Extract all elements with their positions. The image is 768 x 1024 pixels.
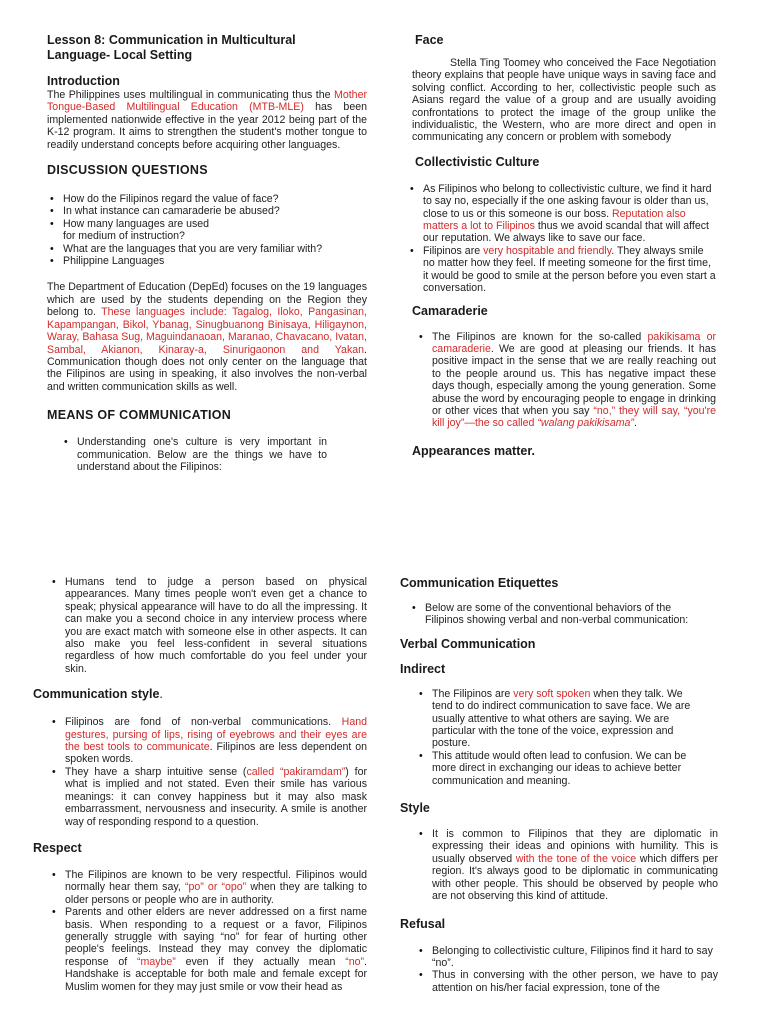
comm-style-heading-dot: . [159, 687, 163, 702]
pakiramdam-highlight: called “pakiramdam” [246, 765, 346, 778]
respect-item-2 [65, 906, 367, 993]
refusal-item-1: • Belonging to collectivistic culture, Filipinos find it hard to say “no”. [432, 945, 718, 970]
respect-text-1: The Filipinos are known to be very respectful. Filipinos would normally hear them say, [65, 868, 367, 894]
style-list [400, 828, 718, 902]
collectivistic-item-2 [423, 245, 716, 295]
collectivistic-text-2: thus we avoid scandal that will affect our reputation. We always like to save our face. [423, 220, 709, 245]
appearances-list [33, 576, 367, 675]
left-column-top [47, 33, 367, 473]
refusal-list [400, 945, 718, 995]
style-text-1: It is common to Filipinos that they are diplomatic in expressing their ideas and opinions with humility. This is usually observed [432, 828, 718, 865]
comm-style-item-1 [65, 716, 367, 766]
comm-style-list [33, 716, 367, 828]
collectivistic-list [412, 183, 716, 295]
camaraderie-text-1: The Filipinos are known for the so-called [432, 330, 648, 343]
lesson-title-line1: Lesson 8: Communication in Multicultural [47, 33, 296, 47]
intro-heading: Introduction [47, 74, 120, 88]
refusal-heading: Refusal [400, 916, 446, 931]
respect-heading: Respect [33, 840, 82, 855]
indirect-text-2: when they talk. We tend to do indirect communication to save face. We are usually attentive to what others are saying. We are particular with the tone of the voice, expression and posture. [432, 687, 691, 750]
elders-text-2: even if they actually mean [175, 955, 346, 968]
discussion-item-languages-line2: for medium of instruction? [63, 230, 185, 243]
verbal-heading: Verbal Communication [400, 636, 536, 651]
appearances-heading: Appearances matter. [412, 443, 535, 458]
collectivistic-item-1 [423, 183, 716, 245]
style-heading: Style [400, 801, 430, 816]
camaraderie-text-end: . [633, 417, 637, 430]
indirect-heading: Indirect [400, 661, 446, 676]
lesson-title-line2: Language- Local Setting [47, 48, 193, 62]
collectivistic-text-1: As Filipinos who belong to collectivistic culture, we find it hard to say no, especially if the one asking favour is older than us, close to us or this someone is our boss. [423, 182, 712, 220]
style-text-2: which differs per region. It's always good to be diplomatic in communicating with other people. This should be observed by people who are not observing this kind of attitude. [432, 852, 718, 903]
mtb-mle-highlight: Mother Tongue-Based Multilingual Education (MTB-MLE) [47, 89, 367, 114]
respect-text-2: when they are talking to older persons or people who are in authority. [65, 881, 367, 906]
deped-paragraph [47, 281, 367, 393]
discussion-item-languages-line1: How many languages are used [63, 217, 210, 230]
discussion-item-philippine: • Philippine Languages [63, 255, 367, 267]
camaraderie-list [412, 331, 716, 430]
comm-style-text-1: Filipinos are fond of non-verbal communications. [65, 716, 342, 729]
means-list [47, 436, 367, 473]
etiquettes-heading: Communication Etiquettes [400, 576, 559, 590]
indirect-list [400, 688, 718, 787]
no-highlight: “no” [345, 955, 365, 968]
indirect-text-1: The Filipinos are [432, 687, 514, 700]
hospitable-highlight: very hospitable and friendly [483, 244, 612, 257]
right-column-top [412, 33, 716, 459]
elders-text-3: . Handshake is acceptable for both male and female except for Muslim women for they may just smile or vow their head as [65, 955, 367, 993]
discussion-item-face: • How do the Filipinos regard the value of face? [63, 193, 367, 205]
camaraderie-text-2: . We are good at pleasing our friends. It has positive impact in the sense that we are really reaching out to the people around us. This has negative impact these days though, especially among the young generation. Some abuse the word by encouraging people to engage in drinking or other vices that when you say [432, 342, 716, 417]
discussion-heading: DISCUSSION QUESTIONS [47, 163, 208, 178]
discussion-item-languages [63, 218, 367, 243]
walang-pakikisama-highlight: “walang pakikisama” [537, 417, 634, 430]
gestures-highlight: Hand gestures, pursing of lips, rising of eyebrows and their eyes are the best tools to communicate [65, 716, 367, 754]
style-item [432, 828, 718, 902]
kill-joy-highlight: “no,” they will say, “you're kill joy”—the so called [432, 404, 716, 430]
intro-text-1: The Philippines uses multilingual in communicating thus the [47, 89, 335, 101]
respect-item-1 [65, 869, 367, 906]
pakiramdam-text-2: ) for what is implied and not stated. Even their smile has various meanings: it can convey happiness but it may also mask embarrassment, nervousness and insecurity. A smile is another way of responding respond to a question. [65, 765, 367, 828]
means-item: • Understanding one's culture is very important in communication. Below are the things we have to understand about the Filipinos: [77, 436, 327, 473]
intro-paragraph [47, 89, 367, 151]
face-paragraph: Stella Ting Toomey who conceived the Face Negotiation theory explains that people have unique ways in saving face and solving conflict. According to her, collectivistic people such as Asians regard the value of a group and are usually avoiding confrontations to protect the image of the group unlike the individualistic, the Western, who are more direct and open in communicating any concern or problem with somebody [412, 57, 716, 144]
comm-style-text-2: . Filipinos are less dependent on spoken words. [65, 741, 367, 766]
po-opo-highlight: “po” or “opo” [184, 881, 247, 894]
discussion-list [47, 193, 367, 267]
soft-spoken-highlight: very soft spoken [513, 687, 591, 700]
comm-style-heading [33, 687, 367, 702]
left-column-bottom [33, 576, 367, 993]
hospitable-text-1: Filipinos are [423, 244, 484, 257]
appearances-item: • Humans tend to judge a person based on physical appearances. Many times people won't even get a chance to speak; physical appearance will have to do all the impressing. It can make you a second choice in any interview process where you are exact match with someone else in other aspects. It can also make you feel less-confident in several situations regardless of how much comfortable do you feel under your skin. [65, 576, 367, 675]
camaraderie-heading: Camaraderie [412, 303, 488, 318]
hospitable-text-2: . They always smile no matter how they feel. If meeting someone for the first time, it would be good to smile at the person before you even start a conversation. [423, 244, 716, 295]
discussion-item-familiar: • What are the languages that you are very familiar with? [63, 243, 367, 255]
reputation-highlight: Reputation also matters a lot to Filipinos [423, 207, 686, 233]
pakikisama-highlight: pakikisama or camaraderie [432, 330, 716, 355]
camaraderie-item [432, 331, 716, 430]
means-heading: MEANS OF COMMUNICATION [47, 408, 232, 423]
respect-list [33, 869, 367, 993]
tone-highlight: with the tone of the voice [515, 852, 637, 865]
maybe-highlight: “maybe” [136, 955, 176, 968]
indirect-item-1 [432, 688, 700, 750]
comm-style-heading-text: Communication style [33, 687, 160, 702]
discussion-item-camaraderie: • In what instance can camaraderie be abused? [63, 205, 367, 217]
comm-style-item-2 [65, 766, 367, 828]
etiquettes-list [400, 602, 718, 627]
elders-text-1: Parents and other elders are never addressed on a first name basis. When responding to a request or a favor, Filipinos generally struggle with saying “no” for fear of hurting other people's feelings. Instead they may convey the diplomatic response of [65, 906, 367, 968]
collectivistic-heading: Collectivistic Culture [415, 154, 540, 169]
languages-highlight: These languages include: Tagalog, Iloko, Pangasinan, Kapampangan, Bikol, Ybanag, Sinugbuanong Binisaya, Hiligaynon, Waray, Bahasa Sug, Maguindanaoan, Maranao, Chavacano, Ivatan, Sambal, Akianon, Kinaray-a, Sinurigaonon and Yakan [47, 306, 367, 356]
deped-text-2: . Communication though does not only center on the language that the Filipinos are using in speaking, it also involves the non-verbal and written communication skills as well. [47, 343, 367, 393]
indirect-item-2: • This attitude would often lead to confusion. We can be more direct in exchanging our ideas to achieve better communication and meaning. [432, 750, 700, 787]
refusal-item-2: • Thus in conversing with the other person, we have to pay attention on his/her facial expression, tone of the [432, 969, 718, 994]
face-heading: Face [415, 33, 444, 47]
intro-text-2: has been implemented nationwide effective in the year 2012 being part of the K-12 program. It aims to strengthen the student's mother tongue to readily understand concepts before acquiring other languages. [47, 101, 367, 151]
etiquettes-item: • Below are some of the conventional behaviors of the Filipinos showing verbal and non-verbal communication: [425, 602, 708, 627]
deped-text-1: The Department of Education (DepEd) focuses on the 19 languages which are used by the students depending on the Region they belong to. [47, 281, 367, 319]
pakiramdam-text-1: They have a sharp intuitive sense ( [65, 765, 247, 778]
lesson-title [47, 33, 367, 63]
right-column-bottom [400, 576, 718, 994]
